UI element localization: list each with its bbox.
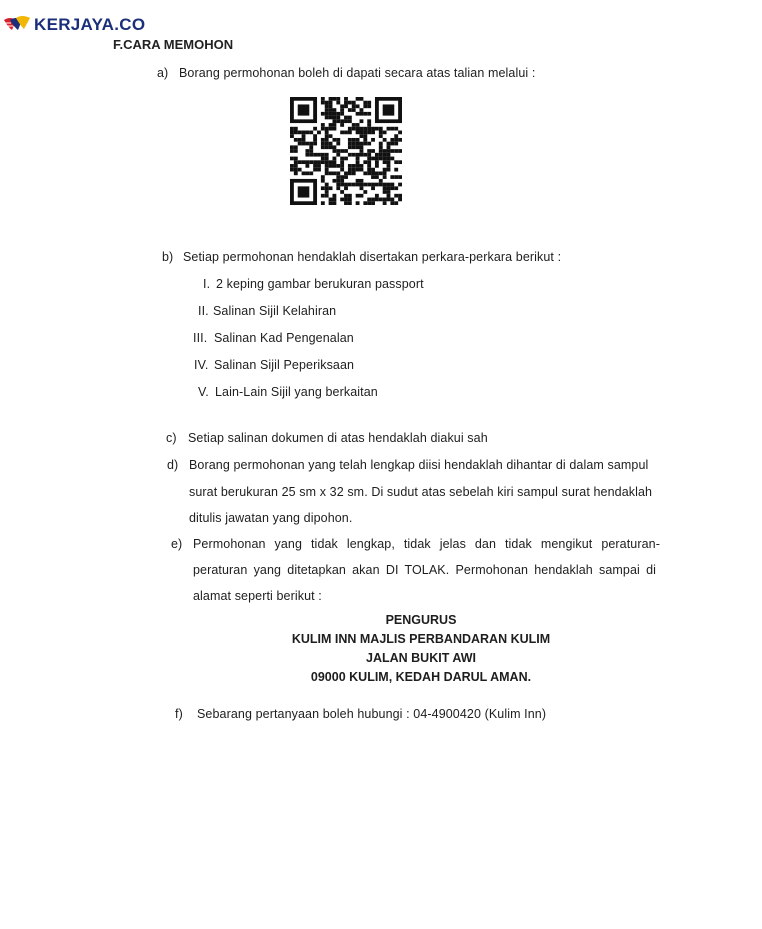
address-line-4: 09000 KULIM, KEDAH DARUL AMAN. xyxy=(310,670,532,684)
item-d-line3: ditulis jawatan yang dipohon. xyxy=(189,511,353,525)
sub-item-5-text: Lain-Lain Sijil yang berkaitan xyxy=(215,385,378,399)
item-e-marker: e) xyxy=(171,537,183,551)
item-e-line3: alamat seperti berikut : xyxy=(193,589,322,603)
sub-item-3-num: III. xyxy=(193,331,208,345)
brand-name: KERJAYA.CO xyxy=(34,15,146,34)
sub-item-3-text: Salinan Kad Pengenalan xyxy=(214,331,354,345)
address-line-3: JALAN BUKIT AWI xyxy=(366,651,476,665)
brand-logo-icon xyxy=(2,14,32,36)
sub-item-5-num: V. xyxy=(198,385,209,399)
item-b-marker: b) xyxy=(162,250,174,264)
address-line-2: KULIM INN MAJLIS PERBANDARAN KULIM xyxy=(291,632,551,646)
section-title: F.CARA MEMOHON xyxy=(113,37,234,52)
item-e-line1: Permohonan yang tidak lengkap, tidak jelas dan tidak mengikut peraturan- xyxy=(193,537,660,551)
address-line-1: PENGURUS xyxy=(385,613,457,627)
sub-item-2-num: II. xyxy=(198,304,209,318)
item-c-marker: c) xyxy=(166,431,177,445)
item-a-text: Borang permohonan boleh di dapati secara atas talian melalui : xyxy=(179,66,536,80)
sub-item-1-num: I. xyxy=(203,277,211,291)
item-a-marker: a) xyxy=(157,66,169,80)
sub-item-1-text: 2 keping gambar berukuran passport xyxy=(216,277,424,291)
brand-logo[interactable] xyxy=(2,12,145,38)
item-b-text: Setiap permohonan hendaklah disertakan perkara-perkara berikut : xyxy=(183,250,562,264)
item-c-text: Setiap salinan dokumen di atas hendaklah diakui sah xyxy=(188,431,488,445)
sub-item-4-num: IV. xyxy=(194,358,209,372)
item-d-marker: d) xyxy=(167,458,179,472)
sub-item-2-text: Salinan Sijil Kelahiran xyxy=(213,304,337,318)
qr-code[interactable] xyxy=(290,97,402,205)
item-e-line2: peraturan yang ditetapkan akan DI TOLAK. Permohonan hendaklah sampai di xyxy=(193,563,656,577)
sub-item-4-text: Salinan Sijil Peperiksaan xyxy=(214,358,355,372)
item-d-line2: surat berukuran 25 sm x 32 sm. Di sudut atas sebelah kiri sampul surat hendaklah xyxy=(189,485,653,499)
item-f-marker: f) xyxy=(175,707,183,721)
item-d-line1: Borang permohonan yang telah lengkap diisi hendaklah dihantar di dalam sampul xyxy=(189,458,649,472)
item-f-text: Sebarang pertanyaan boleh hubungi : 04-4900420 (Kulim Inn) xyxy=(197,707,547,721)
